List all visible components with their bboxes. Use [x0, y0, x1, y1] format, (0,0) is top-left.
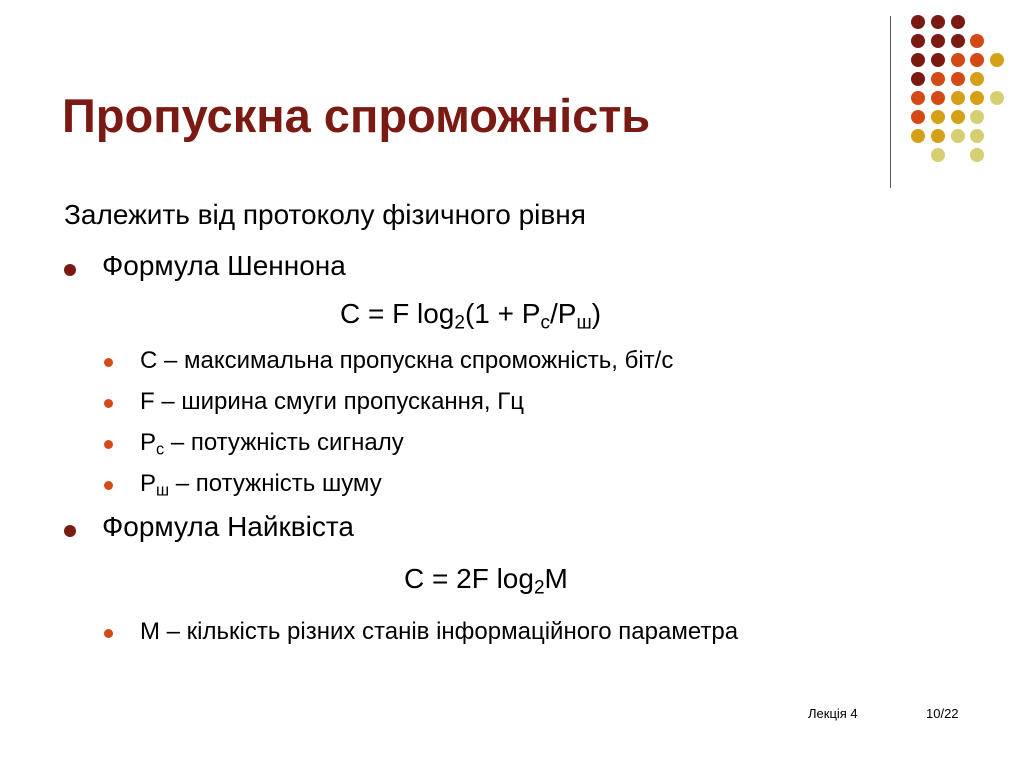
bullet-icon — [104, 440, 113, 449]
slide-title: Пропускна спроможність — [62, 89, 651, 142]
list-item: M – кількість різних станів інформаційного параметра — [140, 618, 739, 645]
bullet-icon — [64, 264, 76, 276]
symbol: P — [140, 429, 157, 456]
symbol-subscript: ш — [156, 481, 170, 500]
symbol: P — [140, 470, 157, 497]
formula-part: M — [544, 563, 568, 594]
bullet-icon — [104, 481, 113, 490]
decor-dot — [951, 110, 965, 124]
nyquist-formula — [404, 563, 568, 599]
list-item — [140, 470, 382, 498]
decor-dot — [911, 34, 925, 48]
formula-subscript: ш — [576, 312, 592, 334]
formula-part: C = F log — [340, 298, 455, 329]
decor-dot — [970, 72, 984, 86]
intro-text: Залежить від протоколу фізичного рівня — [64, 199, 586, 230]
decor-dot — [970, 129, 984, 143]
description: – потужність шуму — [169, 470, 382, 497]
decor-dot — [911, 110, 925, 124]
formula-subscript: c — [540, 312, 550, 334]
bullet-icon — [104, 629, 113, 638]
decor-dot — [970, 53, 984, 67]
decor-dot — [911, 15, 925, 29]
decor-dot — [911, 91, 925, 105]
bullet-icon — [64, 525, 76, 537]
decor-dot — [931, 129, 945, 143]
decor-dot — [911, 129, 925, 143]
decor-dot — [990, 91, 1004, 105]
shannon-heading: Формула Шеннона — [102, 250, 346, 281]
description: – потужність сигналу — [164, 429, 404, 456]
decor-dot — [931, 110, 945, 124]
decor-dot — [911, 53, 925, 67]
decor-dot — [931, 53, 945, 67]
title-divider-line — [890, 16, 891, 188]
decor-dot — [970, 34, 984, 48]
decor-dot — [951, 53, 965, 67]
bullet-icon — [104, 358, 113, 367]
decor-dot — [931, 34, 945, 48]
decor-dot — [951, 15, 965, 29]
decor-dot — [970, 91, 984, 105]
decor-dot — [970, 148, 984, 162]
decor-dot — [931, 15, 945, 29]
decor-dot — [931, 91, 945, 105]
nyquist-heading: Формула Найквіста — [102, 511, 354, 542]
decor-dot — [951, 91, 965, 105]
decor-dot — [990, 53, 1004, 67]
formula-part: ) — [591, 298, 602, 329]
symbol-subscript: c — [156, 440, 165, 459]
decor-dot — [951, 72, 965, 86]
formula-part: C = 2F log — [404, 563, 534, 594]
footer-page-number: 10/22 — [926, 706, 959, 721]
footer-lecture: Лекція 4 — [808, 706, 858, 721]
formula-part: (1 + P — [464, 298, 541, 329]
decor-dot — [970, 110, 984, 124]
formula-subscript: 2 — [454, 312, 465, 334]
shannon-formula — [340, 298, 602, 334]
list-item: F – ширина смуги пропускання, Гц — [140, 388, 524, 415]
decor-dot — [931, 148, 945, 162]
formula-part: /P — [549, 298, 577, 329]
list-item — [140, 429, 404, 457]
decor-dot — [951, 34, 965, 48]
decor-dot — [911, 72, 925, 86]
list-item: C – максимальна пропускна спроможність, біт/с — [140, 347, 674, 374]
bullet-icon — [104, 399, 113, 408]
decor-dot — [931, 72, 945, 86]
formula-subscript: 2 — [533, 577, 545, 599]
decor-dot — [951, 129, 965, 143]
